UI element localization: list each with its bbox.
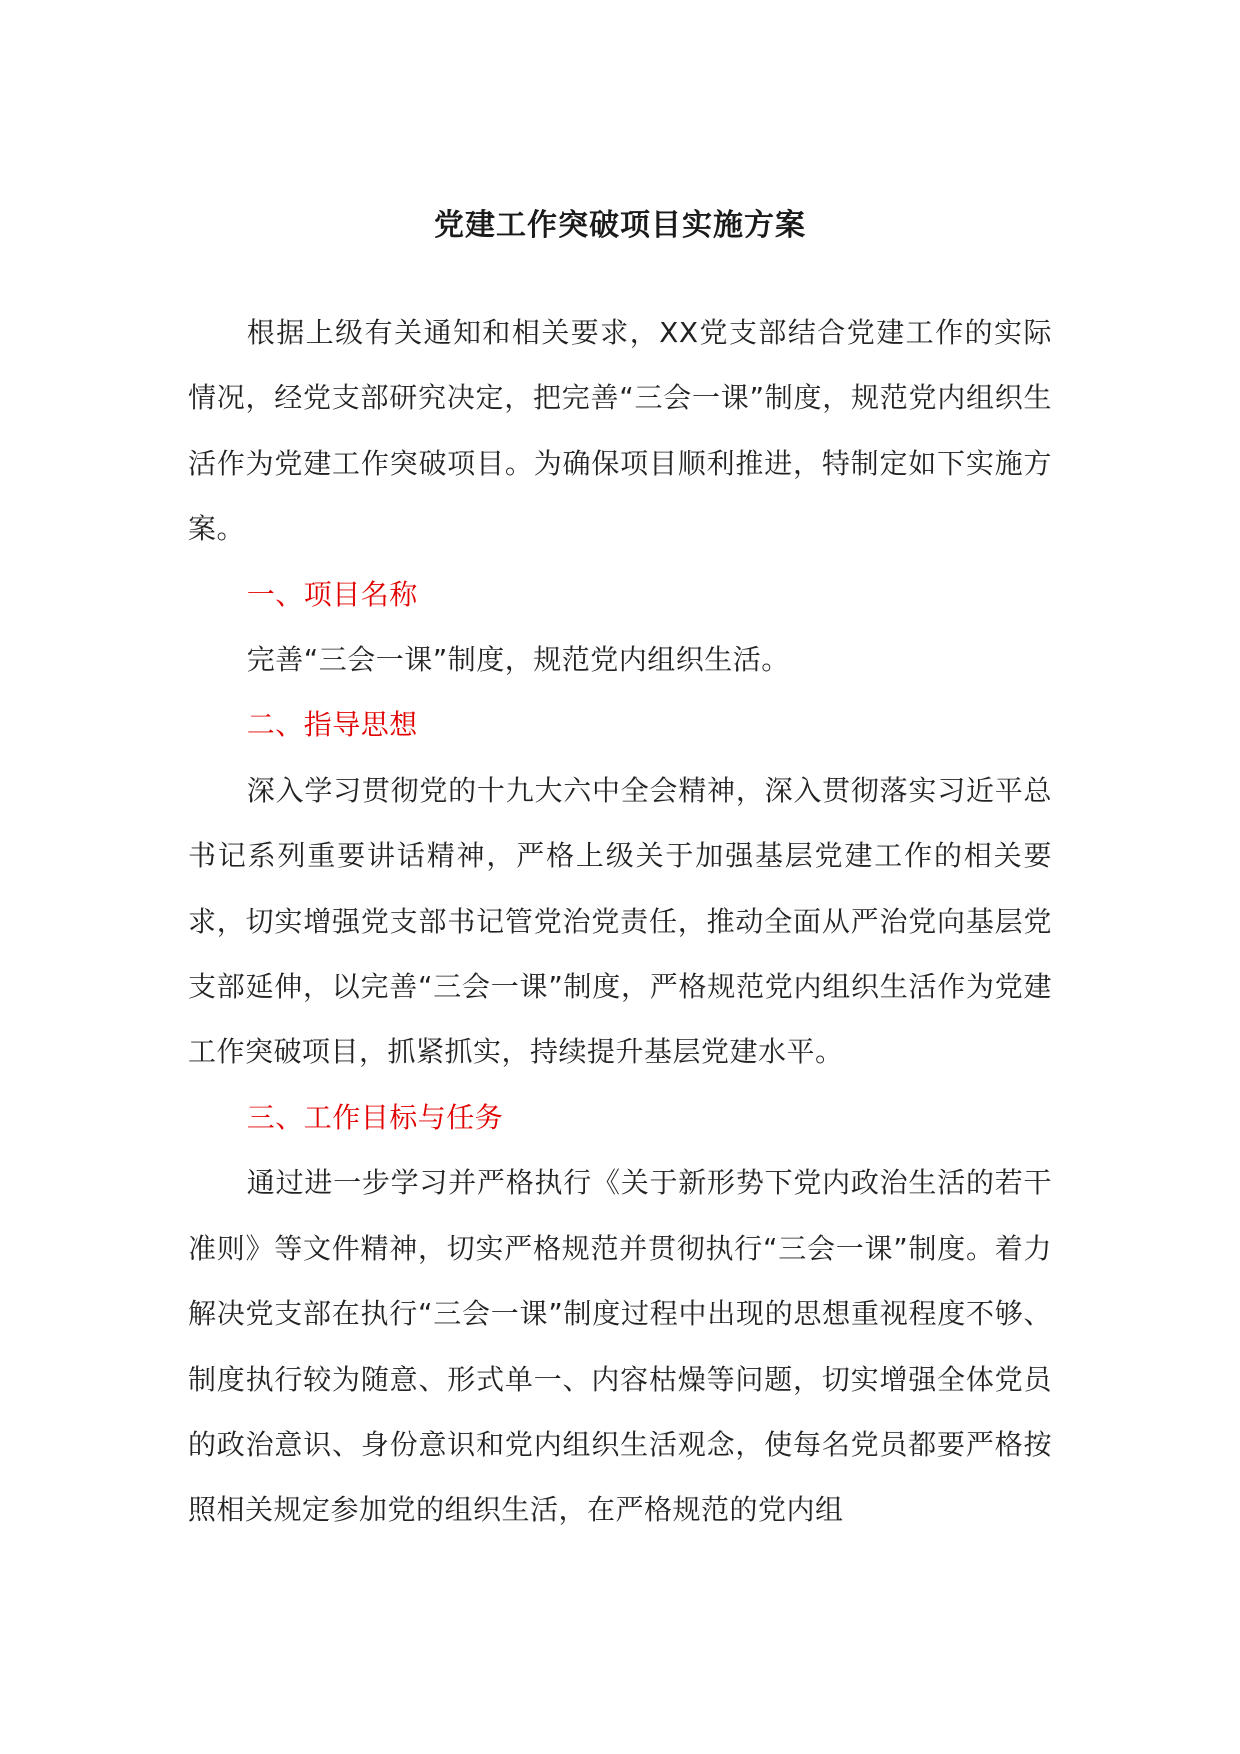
document-body [188, 300, 1052, 1543]
section-heading-goals-tasks: 三、工作目标与任务 [246, 1100, 504, 1134]
document-title: 党建工作突破项目实施方案 [434, 208, 806, 243]
section-heading-project-name: 一、项目名称 [246, 577, 418, 611]
section-body-guiding-ideology: 深入学习贯彻党的十九大六中全会精神，深入贯彻落实习近平总书记系列重要讲话精神，严格上级关于加强基层党建工作的相关要求，切实增强党支部书记管党治党责任，推动全面从严治党向基层党支部延伸，以完善“三会一课”制度，严格规范党内组织生活作为党建工作突破项目，抓紧抓实，持续提升基层党建水平。 [188, 773, 1052, 1069]
section-body-goals-tasks: 通过进一步学习并严格执行《关于新形势下党内政治生活的若干准则》等文件精神，切实严格规范并贯彻执行“三会一课”制度。着力解决党支部在执行“三会一课”制度过程中出现的思想重视程度不够、制度执行较为随意、形式单一、内容枯燥等问题，切实增强全体党员的政治意识、身份意识和党内组织生活观念，使每名党员都要严格按照相关规定参加党的组织生活，在严格规范的党内组 [188, 1166, 1052, 1527]
intro-paragraph: 根据上级有关通知和相关要求，XX党支部结合党建工作的实际情况，经党支部研究决定，把完善“三会一课”制度，规范党内组织生活作为党建工作突破项目。为确保项目顺利推进，特制定如下实施方案。 [188, 316, 1052, 546]
section-body-project-name: 完善“三会一课”制度，规范党内组织生活。 [246, 643, 790, 677]
section-heading-guiding-ideology: 二、指导思想 [246, 708, 418, 742]
